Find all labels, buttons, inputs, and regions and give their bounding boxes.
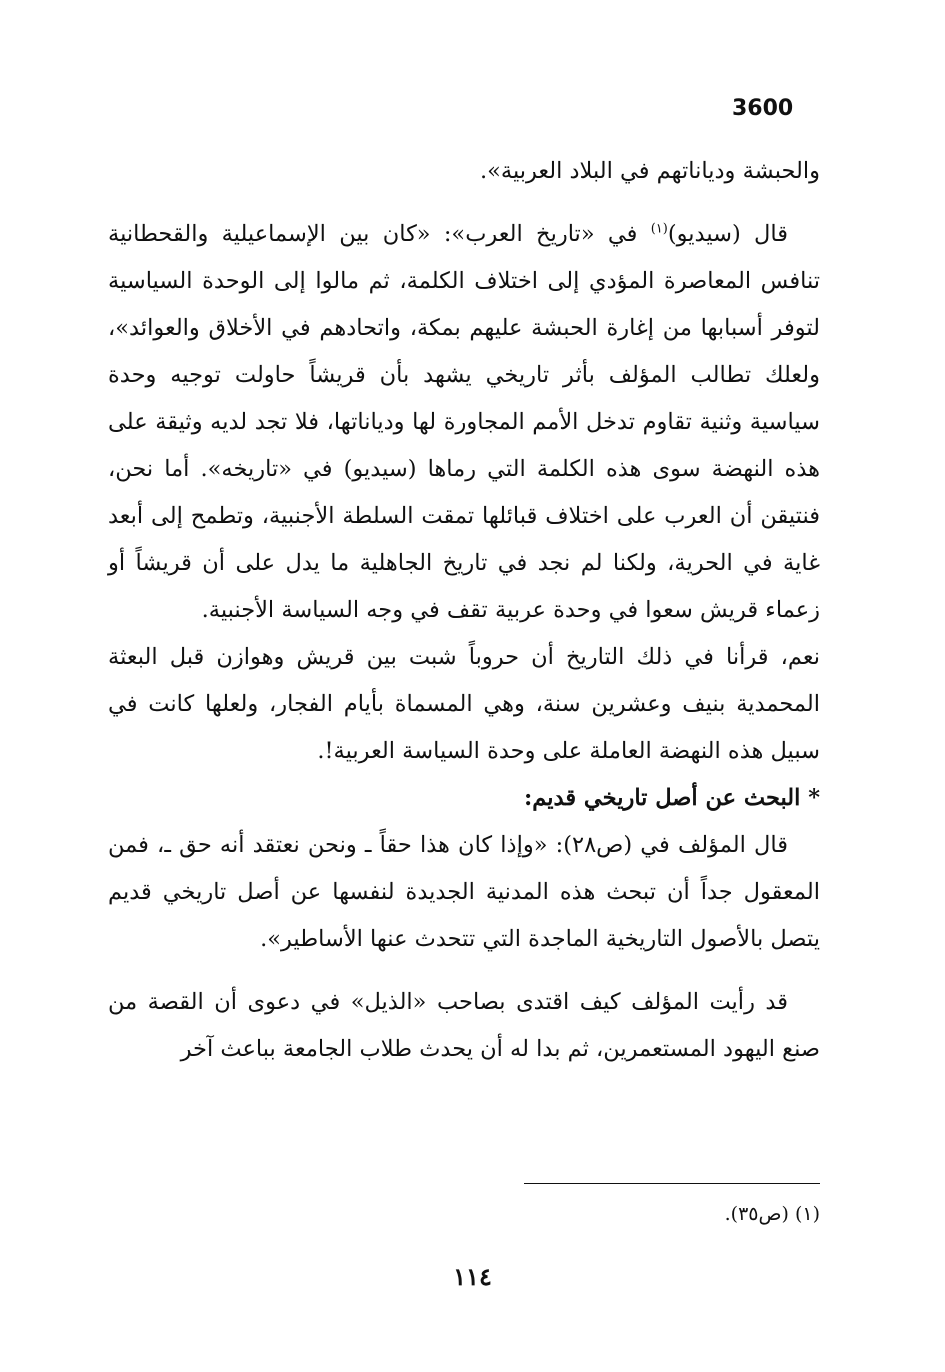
page-number-bottom: ١١٤: [453, 1262, 492, 1291]
paragraph-4: قال المؤلف في (ص٢٨): «وإذا كان هذا حقاً ـ ونحن نعتقد أنه حق ـ، فمن المعقول جداً أن تبحث هذه المدنية الجديدة لنفسها عن أصل تاريخي قديم يتصل بالأصول التاريخية الماجدة التي تتحدث عنها الأساطير».: [108, 832, 820, 952]
paragraph-3: نعم، قرأنا في ذلك التاريخ أن حروباً شبت بين قريش وهوازن قبل البعثة المحمدية بنيف وعشرين سنة، وهي المسماة بأيام الفجار، ولعلها كانت في سبيل هذه النهضة العاملة على وحدة السياسة العربية!.: [108, 644, 820, 764]
footnote-marker: (١): [650, 221, 668, 237]
paragraph-2-rest: في «تاريخ العرب»: «كان بين الإسماعيلية والقحطانية تنافس المعاصرة المؤدي إلى اختلاف الكلمة، ثم مالوا إلى الوحدة السياسية لتوفر أسبابها من إغارة الحبشة عليهم بمكة، واتحادهم في الأخلاق والعوائد»، ولعلك تطالب المؤلف بأثر تاريخي يشهد بأن قريشاً حاولت توجيه وحدة سياسية وثنية تقاوم تدخل الأمم المجاورة لها ودياناتها، فلا تجد لديه وثيقة على هذه النهضة سوى هذه الكلمة التي رماها (سيديو) في «تاريخه». أما نحن، فنتيقن أن العرب على اختلاف قبائلها تمقت السلطة الأجنبية، وتطمح إلى أبعد غاية في الحرية، ولكنا لم نجد في تاريخ الجاهلية ما يدل على أن قريشاً أو زعماء قريش سعوا في وحدة عربية تقف في وجه السياسة الأجنبية.: [108, 221, 820, 623]
body-text: [108, 148, 820, 1073]
paragraph-2-start: قال (سيديو): [667, 221, 788, 247]
paragraph-2: [108, 211, 820, 634]
page-number-top: 3600: [732, 96, 794, 121]
section-heading: * البحث عن أصل تاريخي قديم:: [523, 785, 820, 811]
footnote: (١) (ص٣٥).: [724, 1203, 820, 1225]
paragraph-1: والحبشة ودياناتهم في البلاد العربية».: [479, 158, 820, 184]
paragraph-5: قد رأيت المؤلف كيف اقتدى بصاحب «الذيل» في دعوى أن القصة من صنع اليهود المستعمرين، ثم بدا له أن يحدث طلاب الجامعة بباعث آخر: [108, 989, 820, 1062]
footnote-divider: [524, 1183, 820, 1184]
